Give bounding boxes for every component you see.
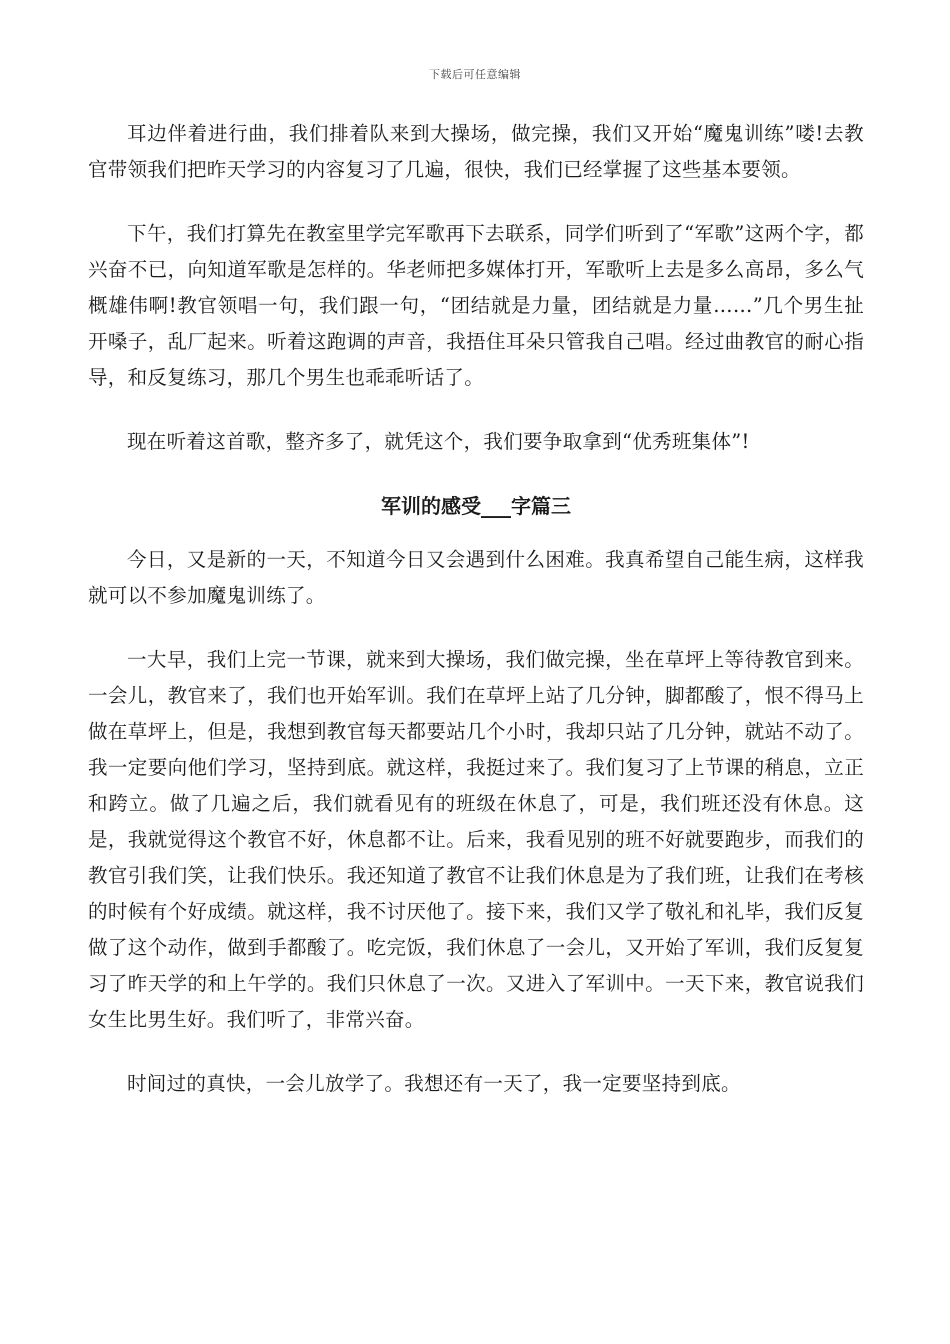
paragraph: 现在听着这首歌，整齐多了，就凭这个，我们要争取拿到“优秀班集体”! [127, 430, 750, 453]
document-body [88, 116, 864, 1130]
section-title: 军训的感受___字篇三 [381, 494, 571, 518]
paragraph: 下午，我们打算先在教室里学完军歌再下去联系，同学们听到了“军歌”这两个字，都兴奋不已，向知道军歌是怎样的。华老师把多媒体打开，军歌听上去是多么高昂，多么气概雄伟啊!教官领唱一句，我们跟一句，“团结就是力量，团结就是力量……”几个男生扯开嗓子，乱厂起来。听着这跑调的声音，我捂住耳朵只管我自己唱。经过曲教官的耐心指导，和反复练习，那几个男生也乖乖听话了。 [88, 222, 864, 389]
paragraph: 时间过的真快，一会儿放学了。我想还有一天了，我一定要坚持到底。 [127, 1072, 741, 1095]
paragraph: 耳边伴着进行曲，我们排着队来到大操场，做完操，我们又开始“魔鬼训练”喽!去教官带领我们把昨天学习的内容复习了几遍，很快，我们已经掌握了这些基本要领。 [88, 122, 864, 181]
paragraph: 一大早，我们上完一节课，就来到大操场，我们做完操，坐在草坪上等待教官到来。一会儿，教官来了，我们也开始军训。我们在草坪上站了几分钟，脚都酸了，恨不得马上做在草坪上，但是，我想到教官每天都要站几个小时，我却只站了几分钟，就站不动了。我一定要向他们学习，坚持到底。就这样，我挺过来了。我们复习了上节课的稍息，立正和跨立。做了几遍之后，我们就看见有的班级在休息了，可是，我们班还没有休息。这是，我就觉得这个教官不好，休息都不让。后来，我看见别的班不好就要跑步，而我们的教官引我们笑，让我们快乐。我还知道了教官不让我们休息是为了我们班，让我们在考核的时候有个好成绩。就这样，我不讨厌他了。接下来，我们又学了敬礼和礼毕，我们反复做了这个动作，做到手都酸了。吃完饭，我们休息了一会儿，又开始了军训，我们反复复习了昨天学的和上午学的。我们只休息了一次。又进入了军训中。一天下来，教官说我们女生比男生好。我们听了，非常兴奋。 [88, 648, 864, 1031]
page-header: 下载后可任意编辑 [429, 68, 521, 81]
paragraph: 今日，又是新的一天，不知道今日又会遇到什么困难。我真希望自己能生病，这样我就可以不参加魔鬼训练了。 [88, 548, 864, 607]
